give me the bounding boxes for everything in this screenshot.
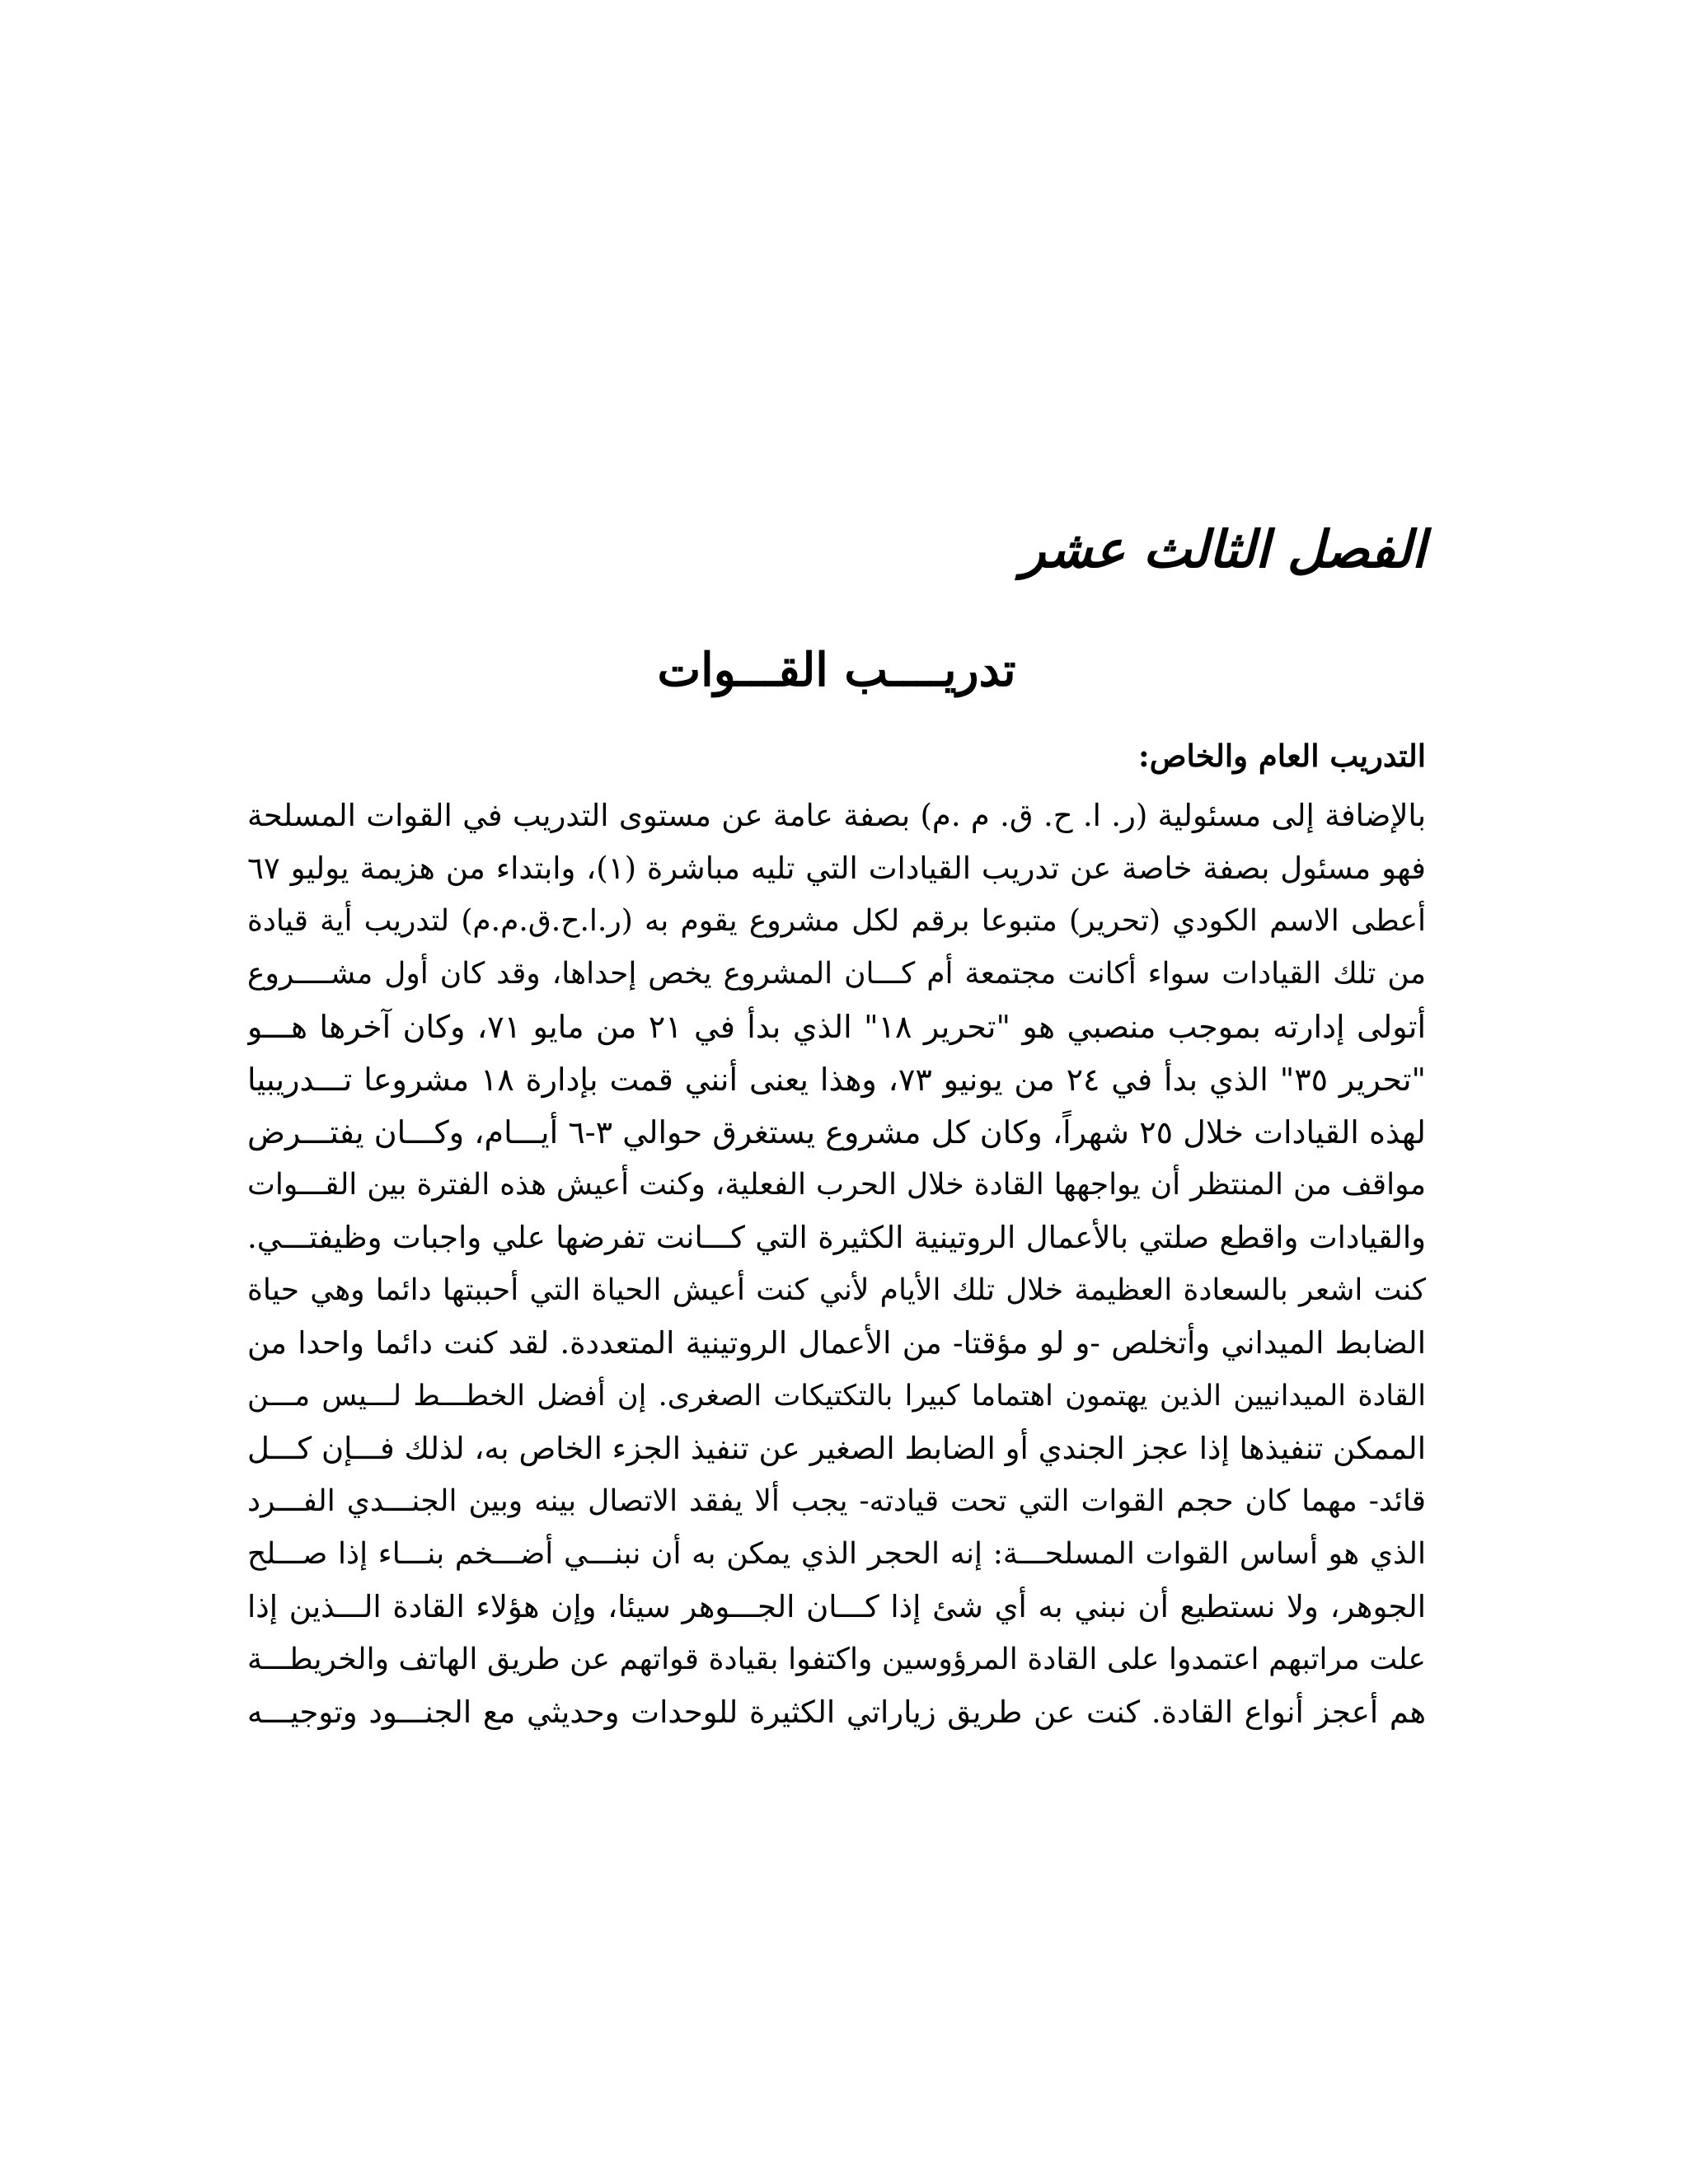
text-line: الضابط الميداني وأتخلص -و لو مؤقتا- من الأعمال الروتينية المتعددة. لقد كنت دائما واحدا من (247, 1325, 1426, 1361)
chapter-title: الفصل الثالث عشر (1020, 519, 1426, 579)
text-line: والقيادات واقطع صلتي بالأعمال الروتينية الكثيرة التي كـــانت تفرضها علي واجبات وظيفتـــي. (247, 1220, 1426, 1255)
subheading: التدريب العام والخاص: (1138, 738, 1426, 774)
text-line: الذي هو أساس القوات المسلحـــة: إنه الحجر الذي يمكن به أن نبنـــي أضـــخم بنـــاء إذا صـــلح (247, 1537, 1426, 1571)
text-line: الجوهر، ولا نستطيع أن نبني به أي شئ إذا كـــان الجـــوهر سيئا، وإن هؤلاء القادة الـــذين إذا (247, 1589, 1426, 1624)
text-line: كنت اشعر بالسعادة العظيمة خلال تلك الأيام لأني كنت أعيش الحياة التي أحببتها دائما وهي حياة (247, 1273, 1426, 1307)
text-line: أتولى إدارته بموجب منصبي هو "تحرير ١٨" الذي بدأ في ٢١ من مايو ٧١، وكان آخرها هـــو (247, 1009, 1426, 1045)
text-line: قائد- مهما كان حجم القوات التي تحت قيادته- يجب ألا يفقد الاتصال بينه وبين الجنـــدي الفـــرد (247, 1484, 1426, 1518)
text-line: بالإضافة إلى مسئولية (ر. ا. ح. ق. م .م) بصفة عامة عن مستوى التدريب في القوات المسلحة (247, 798, 1426, 833)
text-line: مواقف من المنتظر أن يواجهها القادة خلال الحرب الفعلية، وكنت أعيش هذه الفترة بين القـــوات (247, 1168, 1426, 1202)
text-line: من تلك القيادات سواء أكانت مجتمعة أم كـــان المشروع يخص إحداها، وقد كان أول مشــــروع (247, 957, 1426, 991)
text-line: لهذه القيادات خلال ٢٥ شهراً، وكان كل مشروع يستغرق حوالي ٣-٦ أيـــام، وكـــان يفتـــرض (247, 1114, 1426, 1151)
text-line: أعطى الاسم الكودي (تحرير) متبوعا برقم لكل مشروع يقوم به (ر.ا.ح.ق.م.م) لتدريب أية قيادة (247, 904, 1426, 938)
text-line: فهو مسئول بصفة خاصة عن تدريب القيادات التي تليه مباشرة (١)، وابتداء من هزيمة يوليو ٦٧ (247, 851, 1426, 886)
text-line: هم أعجز أنواع القادة. كنت عن طريق زياراتي الكثيرة للوحدات وحديثي مع الجنـــود وتوجيـــه (247, 1694, 1426, 1730)
body-text (247, 790, 1426, 1739)
text-line: "تحرير ٣٥" الذي بدأ في ٢٤ من يونيو ٧٣، وهذا يعنى أنني قمت بإدارة ١٨ مشروعا تـــدريبيا (247, 1062, 1426, 1098)
text-line: علت مراتبهم اعتمدوا على القادة المرؤوسين واكتفوا بقيادة قواتهم عن طريق الهاتف والخريطـــة (247, 1643, 1426, 1676)
text-line: القادة الميدانيين الذين يهتمون اهتماما كبيرا بالتكتيكات الصغرى. إن أفضل الخطـــط لـــيس مـــن (247, 1380, 1426, 1413)
section-title: تدريــــب القـــوات (657, 643, 1016, 697)
text-line: الممكن تنفيذها إذا عجز الجندي أو الضابط الصغير عن تنفيذ الجزء الخاص به، لذلك فـــإن كـــل (247, 1431, 1426, 1466)
document-page (247, 0, 1426, 2184)
